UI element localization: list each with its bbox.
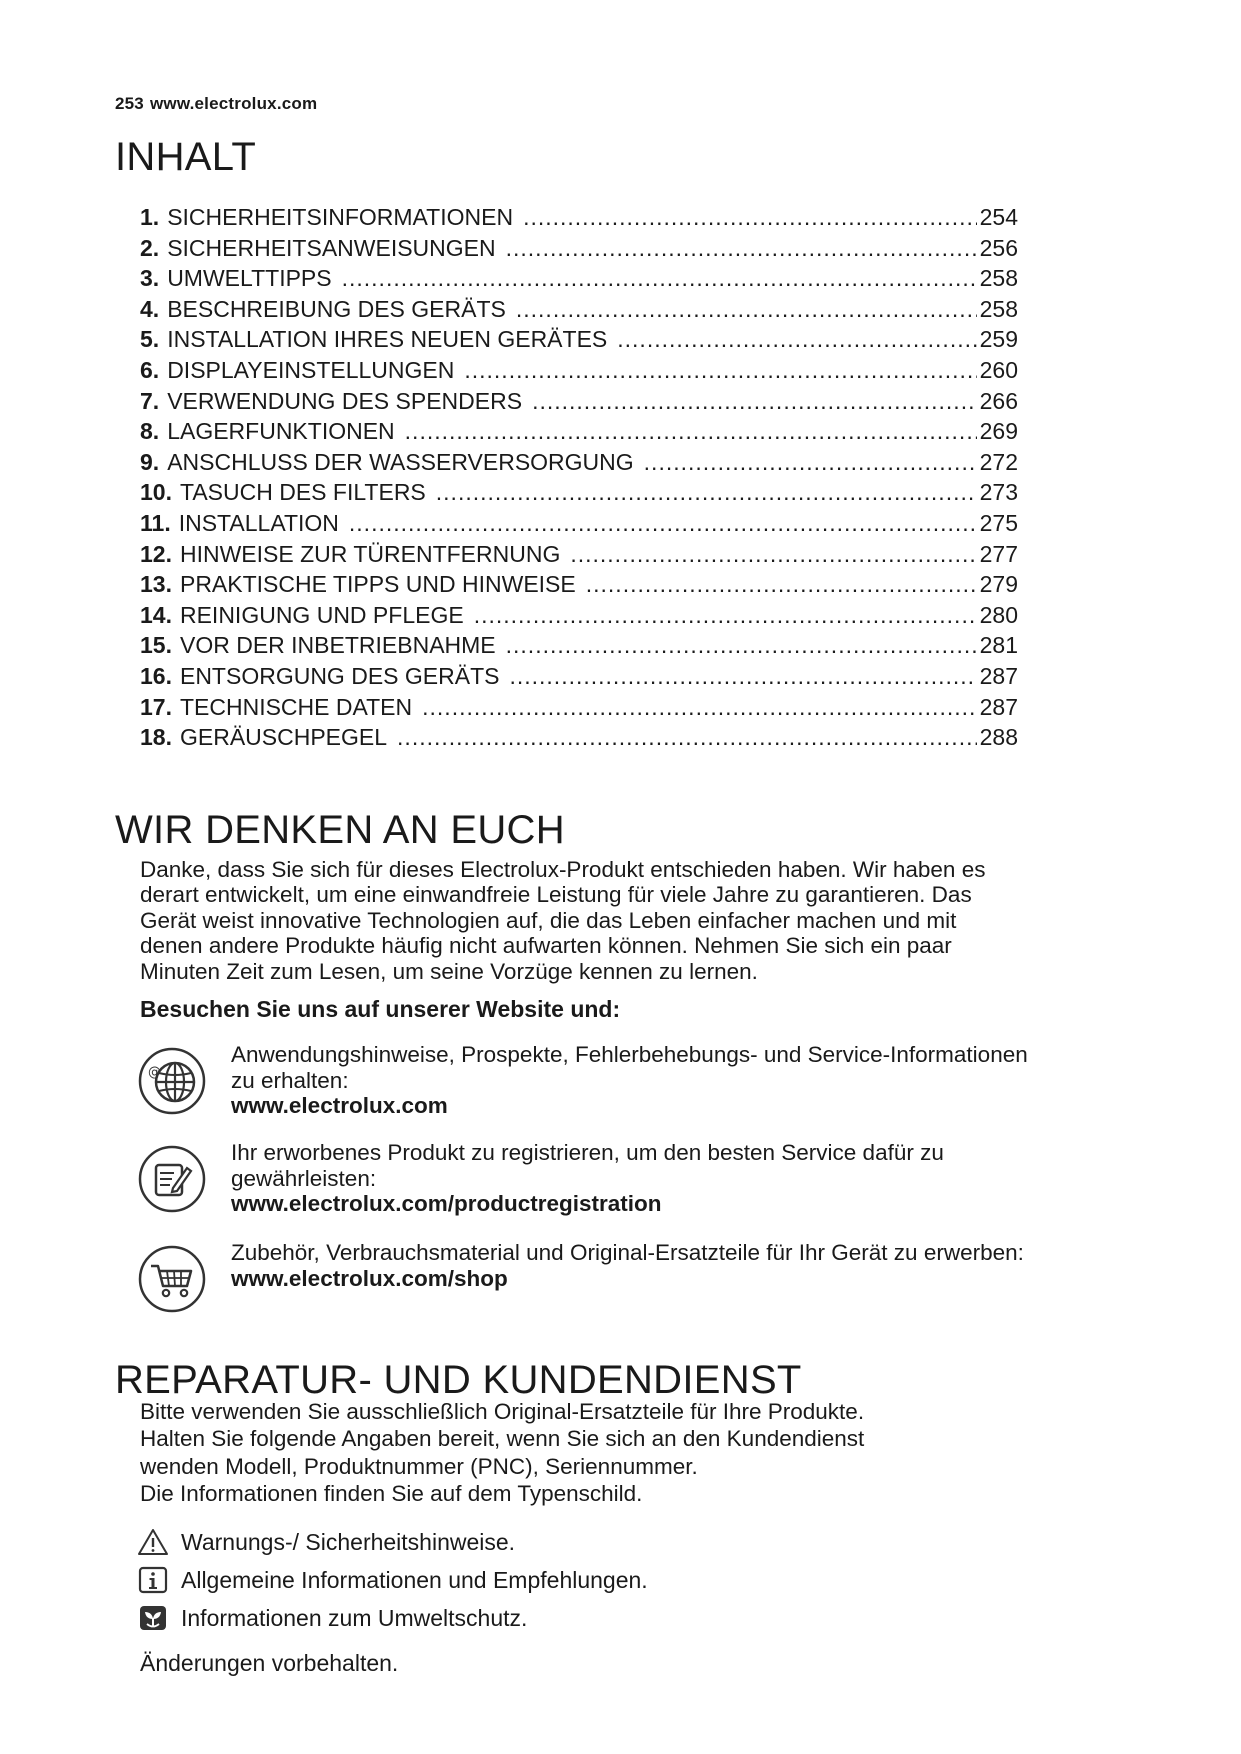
toc-entry-title: UMWELTTIPPS bbox=[167, 265, 332, 292]
toc-entry-title: VERWENDUNG DES SPENDERS bbox=[167, 387, 523, 414]
toc-entry-number: 5. bbox=[140, 326, 160, 353]
welcome-heading: WIR DENKEN AN EUCH bbox=[115, 808, 565, 852]
toc-entry-page: 288 bbox=[979, 724, 1018, 751]
svg-text:@: @ bbox=[148, 1065, 161, 1080]
toc-leader-dots bbox=[509, 661, 976, 692]
toc-entry-number: 1. bbox=[140, 204, 160, 230]
toc-entry[interactable] bbox=[140, 692, 1018, 723]
toc-entry-title: BESCHREIBUNG DES GERÄTS bbox=[167, 295, 506, 322]
toc-entry[interactable] bbox=[140, 569, 1018, 600]
service-heading: REPARATUR- UND KUNDENDIENST bbox=[115, 1358, 802, 1402]
toc-entry-number: 8. bbox=[140, 418, 160, 445]
toc-entry-page: 279 bbox=[979, 571, 1018, 598]
toc-entry-page: 272 bbox=[979, 448, 1018, 475]
page-header bbox=[115, 94, 317, 114]
warning-icon bbox=[137, 1527, 169, 1557]
toc-entry-page: 256 bbox=[979, 234, 1018, 261]
toc-entry-number: 9. bbox=[140, 448, 160, 475]
toc-entry-title: SICHERHEITSINFORMATIONEN bbox=[167, 204, 514, 230]
link-row-support bbox=[137, 1042, 1037, 1122]
toc-entry-number: 18. bbox=[140, 724, 172, 751]
toc-entry-page: 277 bbox=[979, 540, 1018, 567]
toc-entry-page: 269 bbox=[979, 418, 1018, 445]
toc-entry-number: 6. bbox=[140, 356, 160, 383]
toc-entry[interactable] bbox=[140, 386, 1018, 417]
toc-entry-title: TASUCH DES FILTERS bbox=[179, 479, 426, 506]
legend-text: Allgemeine Informationen und Empfehlungen. bbox=[181, 1566, 648, 1593]
toc-entry-title: PRAKTISCHE TIPPS UND HINWEISE bbox=[179, 571, 576, 598]
toc-entry[interactable] bbox=[140, 722, 1018, 753]
toc-leader-dots bbox=[506, 630, 977, 661]
toc-entry[interactable] bbox=[140, 324, 1018, 355]
toc-entry[interactable] bbox=[140, 600, 1018, 631]
link-text: Zubehör, Verbrauchsmaterial und Original-Ersatzteile für Ihr Gerät zu erwerben: bbox=[231, 1240, 1024, 1265]
toc-entry-title: TECHNISCHE DATEN bbox=[179, 693, 413, 720]
toc-entry-number: 16. bbox=[140, 662, 172, 689]
toc-entry-page: 260 bbox=[979, 356, 1018, 383]
toc-leader-dots bbox=[516, 294, 977, 325]
toc-entry-page: 287 bbox=[979, 693, 1018, 720]
toc-entry-number: 12. bbox=[140, 540, 172, 567]
toc-entry-title: GERÄUSCHPEGEL bbox=[179, 724, 388, 751]
footer-note: Änderungen vorbehalten. bbox=[140, 1650, 399, 1676]
legend-warning bbox=[137, 1526, 515, 1558]
welcome-text: Danke, dass Sie sich für dieses Electrolux-Produkt entschieden haben. Wir haben es derart entwickelt, um eine einwandfreie Leistung für viele Jahre zu garantieren. Das Gerät weist innovative Technologien auf, die das Leben einfacher machen und mit denen andere Produkte häufig nicht aufwarten können. Nehmen Sie sich ein paar Minuten Zeit zum Lesen, um seine Vorzüge kennen zu lernen. bbox=[140, 857, 986, 984]
link-description bbox=[231, 1042, 1031, 1119]
toc-leader-dots bbox=[586, 569, 977, 600]
toc-leader-dots bbox=[570, 539, 976, 570]
legend-environment bbox=[137, 1602, 527, 1634]
visit-label: Besuchen Sie uns auf unserer Website und: bbox=[140, 996, 621, 1022]
toc-entry[interactable] bbox=[140, 355, 1018, 386]
toc-entry[interactable] bbox=[140, 294, 1018, 325]
toc-entry-title: LAGERFUNKTIONEN bbox=[167, 418, 395, 445]
toc-entry-title: ENTSORGUNG DES GERÄTS bbox=[179, 662, 500, 689]
toc-entry-title: HINWEISE ZUR TÜRENTFERNUNG bbox=[179, 540, 561, 567]
toc-entry-title: INSTALLATION bbox=[178, 509, 339, 536]
toc-leader-dots bbox=[474, 600, 977, 631]
registration-link[interactable]: www.electrolux.com/productregistration bbox=[231, 1191, 662, 1216]
toc-entry-title: SICHERHEITSANWEISUNGEN bbox=[167, 234, 496, 261]
legend-text: Warnungs-/ Sicherheitshinweise. bbox=[181, 1528, 516, 1555]
toc-entry-title: ANSCHLUSS DER WASSERVERSORGUNG bbox=[167, 448, 634, 475]
toc-entry-title: VOR DER INBETRIEBNAHME bbox=[179, 632, 496, 659]
toc-entry[interactable] bbox=[140, 416, 1018, 447]
table-of-contents bbox=[140, 202, 1018, 753]
toc-entry-page: 258 bbox=[979, 265, 1018, 292]
page-number: 253 bbox=[115, 94, 144, 113]
toc-entry-page: 254 bbox=[979, 204, 1018, 230]
toc-entry-page: 273 bbox=[979, 479, 1018, 506]
toc-entry-page: 266 bbox=[979, 387, 1018, 414]
toc-entry-title: REINIGUNG UND PFLEGE bbox=[179, 601, 464, 628]
toc-leader-dots bbox=[349, 508, 977, 539]
toc-entry[interactable] bbox=[140, 661, 1018, 692]
shopping-cart-icon bbox=[137, 1244, 207, 1314]
toc-entry-number: 2. bbox=[140, 234, 160, 261]
toc-entry-number: 14. bbox=[140, 601, 172, 628]
shop-link[interactable]: www.electrolux.com/shop bbox=[231, 1265, 508, 1291]
toc-entry[interactable] bbox=[140, 263, 1018, 294]
toc-entry-page: 281 bbox=[979, 632, 1018, 659]
site-url[interactable]: www.electrolux.com bbox=[149, 94, 318, 113]
toc-entry-title: DISPLAYEINSTELLUNGEN bbox=[167, 356, 455, 383]
toc-entry-number: 11. bbox=[140, 509, 171, 536]
toc-entry-number: 10. bbox=[140, 479, 172, 506]
toc-entry-number: 7. bbox=[140, 387, 160, 414]
toc-leader-dots bbox=[464, 355, 976, 386]
globe-icon bbox=[137, 1046, 207, 1116]
toc-leader-dots bbox=[397, 722, 977, 753]
toc-entry-page: 259 bbox=[979, 326, 1018, 353]
registration-icon bbox=[137, 1144, 207, 1214]
environment-icon bbox=[137, 1603, 169, 1633]
legend-info bbox=[137, 1564, 648, 1596]
info-icon bbox=[137, 1565, 169, 1595]
link-text: Anwendungshinweise, Prospekte, Fehlerbehebungs- und Service-Informationen zu erhalten: bbox=[231, 1042, 1028, 1093]
link-row-registration bbox=[137, 1140, 1037, 1220]
legend-text: Informationen zum Umweltschutz. bbox=[181, 1604, 528, 1631]
toc-entry-number: 17. bbox=[140, 693, 172, 720]
toc-entry-page: 275 bbox=[979, 509, 1018, 536]
toc-entry-number: 3. bbox=[140, 265, 160, 292]
link-description bbox=[231, 1240, 1031, 1291]
toc-entry[interactable] bbox=[140, 508, 1018, 539]
toc-leader-dots bbox=[506, 233, 977, 264]
toc-entry-number: 15. bbox=[140, 632, 172, 659]
toc-entry[interactable] bbox=[140, 202, 1018, 233]
toc-leader-dots bbox=[405, 416, 977, 447]
toc-entry-page: 287 bbox=[979, 662, 1018, 689]
toc-leader-dots bbox=[644, 447, 977, 478]
toc-leader-dots bbox=[436, 477, 977, 508]
toc-entry-page: 258 bbox=[979, 295, 1018, 322]
toc-leader-dots bbox=[532, 386, 977, 417]
service-line: Die Informationen finden Sie auf dem Typenschild. bbox=[140, 1481, 643, 1507]
link-row-shop bbox=[137, 1240, 1037, 1320]
toc-entry-number: 13. bbox=[140, 571, 172, 598]
service-line: wenden Modell, Produktnummer (PNC), Seriennummer. bbox=[140, 1453, 698, 1479]
toc-entry[interactable] bbox=[140, 539, 1018, 570]
toc-entry-page: 280 bbox=[979, 601, 1018, 628]
toc-entry[interactable] bbox=[140, 630, 1018, 661]
toc-heading: INHALT bbox=[115, 135, 257, 179]
link-description bbox=[231, 1140, 1031, 1217]
service-line: Bitte verwenden Sie ausschließlich Original-Ersatzteile für Ihre Produkte. bbox=[140, 1399, 865, 1424]
service-line: Halten Sie folgende Angaben bereit, wenn Sie sich an den Kundendienst bbox=[140, 1426, 865, 1452]
service-text bbox=[140, 1398, 1020, 1508]
toc-leader-dots bbox=[342, 263, 977, 294]
toc-entry[interactable] bbox=[140, 447, 1018, 478]
toc-entry[interactable] bbox=[140, 233, 1018, 264]
support-link[interactable]: www.electrolux.com bbox=[231, 1093, 448, 1118]
toc-entry[interactable] bbox=[140, 477, 1018, 508]
toc-leader-dots bbox=[422, 692, 976, 723]
toc-leader-dots bbox=[523, 202, 977, 233]
toc-leader-dots bbox=[617, 324, 976, 355]
toc-entry-title: INSTALLATION IHRES NEUEN GERÄTES bbox=[167, 326, 608, 353]
toc-entry-number: 4. bbox=[140, 295, 160, 322]
link-text: Ihr erworbenes Produkt zu registrieren, um den besten Service dafür zu gewährleisten: bbox=[231, 1140, 944, 1191]
